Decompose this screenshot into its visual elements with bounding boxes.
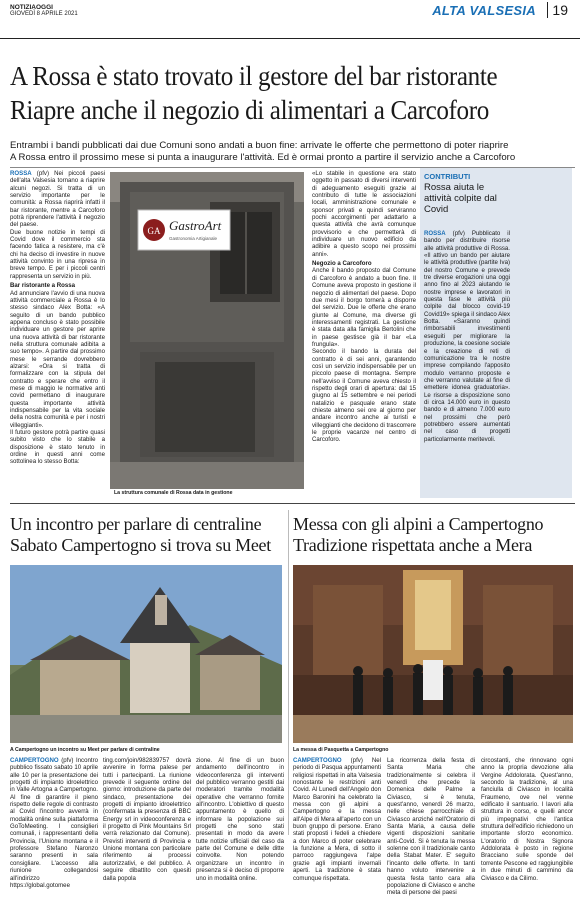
body-paragraph: Il futuro gestore potrà partire quasi subito visto che lo stabile a disposizione è stato tenuto in ordine in questi anni come sottolinea lo stesso Botta: — [10, 429, 105, 466]
body-paragraph: (pfv) Nei piccoli paesi dell'alta Valsesia tornano a riaprire alcuni negozi. Si tratta di un servizio importante per le comunità: a Rossa riaprirà infatti il bar ristorante, mentre a Carcoforo potrà riprendere l'attività il negozio del paese. — [10, 170, 105, 229]
body-paragraph: Ad annunciare l'avvio di una nuova attività commerciale a Rossa è lo stesso sindaco Alex Botta: «A seguito di un bando pubblico appena concluso è stato possibile individuare un gestore per aprire una nuova attività di bar ristorante nella struttura comunale adibita a suo tempo». A partire dal prossimo mese le serrande dovrebbero alzarsi: «Ora si tratta di formalizzare con la stipula del contratto e sperare che entro il mese di maggio le normative anti covid permettano di inaugurare questa importante attività indispensabile per la vita sociale della nostra comunità e per i nostri villeggianti». — [10, 289, 105, 429]
shop-sign — [138, 210, 230, 250]
main-column-3 — [312, 170, 416, 497]
sidebar-headline: Rossa aiuta le attività colpite dal Covid — [424, 182, 497, 215]
main-headline-1: A Rossa è stato trovato il gestore del bar ristorante — [10, 61, 498, 91]
section-divider — [10, 503, 575, 504]
main-photo-caption: La struttura comunale di Rossa data in gestione — [114, 490, 233, 496]
story3-column-2 — [387, 757, 475, 897]
issue-date: GIOVEDÌ 8 APRILE 2021 — [10, 11, 78, 17]
body-text: (pfv) Incontro pubblico fissato sabato 10 aprile alle 10 per la presentazione dei progetti di impianto idroelettrico in Valle Artogna a Campertogno. Al fine di garantire il pieno rispetto delle regole di contrasto al Covid l'incontro avverrà in modalità online sulla piattaforma GoToMeeting. I consiglieri comunali, i rappresentanti della Provincia, l'Unione montana e il professore Stefano Naronzo saranno presenti in sala consigliare. L'accesso alla riunione collegandosi all'indirizzo https://global.gotomee — [10, 757, 98, 889]
main-deck-2: A Rossa entro il prossimo mese si punta a inaugurare l'attività. Ed è ormai pronto a partire il servizio anche a Carcoforo — [10, 152, 516, 163]
subheading: Negozio a Carcoforo — [312, 260, 372, 268]
body-paragraph: Anche il bando proposto dal Comune di Carcoforo è andato a buon fine. Il Comune aveva proposto in gestione il negozio di alimentari del paese. Dopo due mesi il borgo tornerà a disporre del servizio. Due le offerte che erano giunte al Comune, ma diverse gli interessamenti registrati. La gestione è stata data alla famiglia Bertolini che in paese gestisce già il bar «La frungula». — [312, 267, 416, 348]
building-photo — [110, 172, 304, 489]
body-paragraph: «Lo stabile in questione era stato oggetto in passato di diversi interventi di adeguamento eseguiti grazie al contributo di tutte le associazioni locali, amministrazione comunale e sponsor privati e quindi serviranno pochi accorgimenti per adattarlo a questa attività che avrà comunque provvisorio e che permetterà di individuare un nuovo edificio da adibire a questo scopo nei prossimi anni». — [312, 170, 416, 258]
body-paragraph: Due buone notizie in tempi di Covid dove il commercio sta facendo fatica a resistere, ma c'è chi ha deciso di investire in nuove attività convinto in una ripresa in breve tempo. E per i piccoli centri rappresenta un servizio in più. — [10, 228, 105, 280]
dateline: CAMPERTOGNO — [10, 757, 59, 764]
page-number: 19 — [552, 2, 568, 18]
column-divider — [288, 510, 289, 835]
sidebar-body — [424, 230, 510, 495]
main-deck-1: Entrambi i bandi pubblicati dai due Comuni sono andati a buon fine: arrivate le offerte che permettono di poter riaprire — [10, 140, 509, 151]
main-photo — [110, 172, 304, 489]
story3-column-3 — [481, 757, 573, 882]
page-number-divider — [547, 2, 548, 18]
dateline: ROSSA — [424, 230, 446, 237]
body-text: zione. Al fine di un buon andamento dell'incontro in videoconferenza gli interventi del pubblico verranno gestiti dai moderatori tramite modalità operative che verranno fornite all'incontro. L'obiettivo di questo appuntamento è quello di informare la popolazione sui progetti che sono stati presentati in modo da avere tutte notizie ufficiali del caso da parte del Comune e delle ditte coinvolte. Non potendo organizzare un incontro in presenza si è deciso di proporre uno in modalità online. — [196, 757, 284, 882]
dateline: CAMPERTOGNO — [293, 757, 342, 764]
body-text: (pfv) Nel periodo di Pasqua appuntamenti religiosi rispettati in alta Valsesia nonostante le restrizioni anti Covid. Al Lunedì dell'Angelo don Marco Baronini ha celebrato la messa con gli alpini a Campertogno e la messa all'Alpe di Mera all'aperto con un buon gruppo di persone. Erano stati proposti i fedeli a chiedere a don Marco di poter celebrare la funzione a Mera, di sotto il parroco raggiungeva l'alpe grazie agli impianti invernali aperti. La tradizione è stata comunque rispettata. — [293, 757, 381, 882]
mass-photo — [293, 565, 573, 743]
body-text: La ricorrenza della festa di Santa Maria che tradizionalmente si celebra il venerdì che precede la Domenica delle Palme a Civiasco, si è tenuta, quest'anno, venerdì 26 marzo, nelle chiese parrocchiale di Civiasco anziché nell'Oratorio di Santa Maria, a causa delle vigenti disposizioni sanitarie anti-Covid. Si è tenuta la messa solenne con il tradizionale canto della Stabat Mater. E' seguito l'incanto delle offerte. In tanti hanno voluto intervenire a questa festa tanto cara alla popolazione di Civiasco e anche meta di persone dei paesi — [387, 757, 475, 897]
sign-subtitle: Gastronomia Artigianale — [169, 236, 218, 241]
sidebar-box — [420, 168, 572, 498]
story2-caption: A Campertogno un incontro su Meet per parlare di centraline — [10, 747, 160, 753]
subheading: Bar ristorante a Rossa — [10, 282, 76, 290]
masthead-rule — [0, 38, 580, 39]
story3-photo — [293, 565, 573, 743]
story2-column-2 — [103, 757, 191, 882]
main-headline-2: Riapre anche il negozio di alimentari a Carcoforo — [10, 95, 489, 125]
story3-caption: La messa di Pasquetta a Campertogno — [293, 747, 389, 753]
section-title: ALTA VALSESIA — [432, 3, 536, 18]
body-text: ting.com/join/982839757 dovrà avvenire in forma palese per tutti i partecipanti. La riunione prevede il seguente ordine del giorno: introduzione da parte del sindaco, presentazione dei progetti di impianto idroelettrico (confermata la presenza di BBC Energy srl in videoconferenza e il progetto di Pink Mountains Srl verrà relazionato dal Comune). Previsti interventi di Provincia e Unione montana con particolare riferimento ai processi autorizzativi, e del pubblico. A seguire dibattito con quesiti dalla popola — [103, 757, 191, 882]
story3-headline-1: Messa con gli alpini a Campertogno — [293, 514, 544, 534]
masthead-paper — [10, 4, 78, 18]
story2-column-1 — [10, 757, 98, 889]
story3-column-1 — [293, 757, 381, 882]
svg-text:GA: GA — [147, 226, 161, 236]
body-paragraph: Secondo il bando la durata del contratto è di sei anni, garantendo così un servizio indispensabile per un piccolo paese di montagna. Sempre nell'avviso il Comune aveva chiesto il rispetto degli orari di apertura: dal 15 giugno al 15 settembre e nei periodi natalizio e pasquale erano state chieste almeno sei ore al giorno per andare incontro anche ai turisti e villeggianti che decidono di trascorrere le proprie vacanze nel centro di Carcoforo. — [312, 348, 416, 444]
body-text: circostanti, che rinnovano ogni anno la propria devozione alla Vergine Addolorata. Quest'anno, secondo la tradizione, al una fanciulla di Civiasco in località Fraumeno, ove nel venne edificato il santuario. I lavori alla struttura in corso, e quelli ancor più impegnativi che l'antica struttura dell'edificio richiedono un importante sforzo economico. L'oratorio di Nostra Signora Addolorata è posto in regione Bracciano sulle sponde del torrente Pescone ed raggiungibile in due minuti di cammino da Civiasco e da Cilimo. — [481, 757, 573, 882]
sidebar-label: CONTRIBUTI — [424, 172, 471, 181]
sign-name: GastroArt — [169, 218, 222, 233]
story2-photo — [10, 565, 282, 743]
paper-name: NOTIZIAOGGI — [10, 4, 53, 11]
main-column-1 — [10, 170, 105, 495]
story3-headline-2: Tradizione rispettata anche a Mera — [293, 535, 533, 555]
story2-headline-2: Sabato Campertogno si trova su Meet — [10, 535, 271, 555]
church-photo — [10, 565, 282, 743]
dateline: ROSSA — [10, 170, 32, 177]
story2-column-3 — [196, 757, 284, 882]
story2-headline-1: Un incontro per parlare di centraline — [10, 514, 262, 534]
sidebar-text: (pfv) Pubblicato il bando per distribuire risorse alle attività produttive di Rossa. «Il attivo un bando per aiutare le attività produttive (partite Iva) del nostro Comune e prevede tre diverse erogazioni una oggi anno fino al 2023 aiutando le nostre imprese e lavoratori in questa fase le attività più colpite dal blocco covid-19 Covid19» spiega il sindaco Alex Botta. «Saranno quindi rimborsabili investimenti eseguiti per migliorare la produzione, la coesione sociale e la creazione di reti di comunicazione tra le nostre imprese compilando l'apposito modulo verranno proposte e che verranno valutate al fine di emettere idonea graduatoria». Le risorse a disposizione sono di circa 14.000 euro in questo bando e di almeno 7.000 euro nel prossimi che però potrebbero essere aumentati nel caso di progetti particolarmente meritevoli. — [424, 230, 510, 443]
